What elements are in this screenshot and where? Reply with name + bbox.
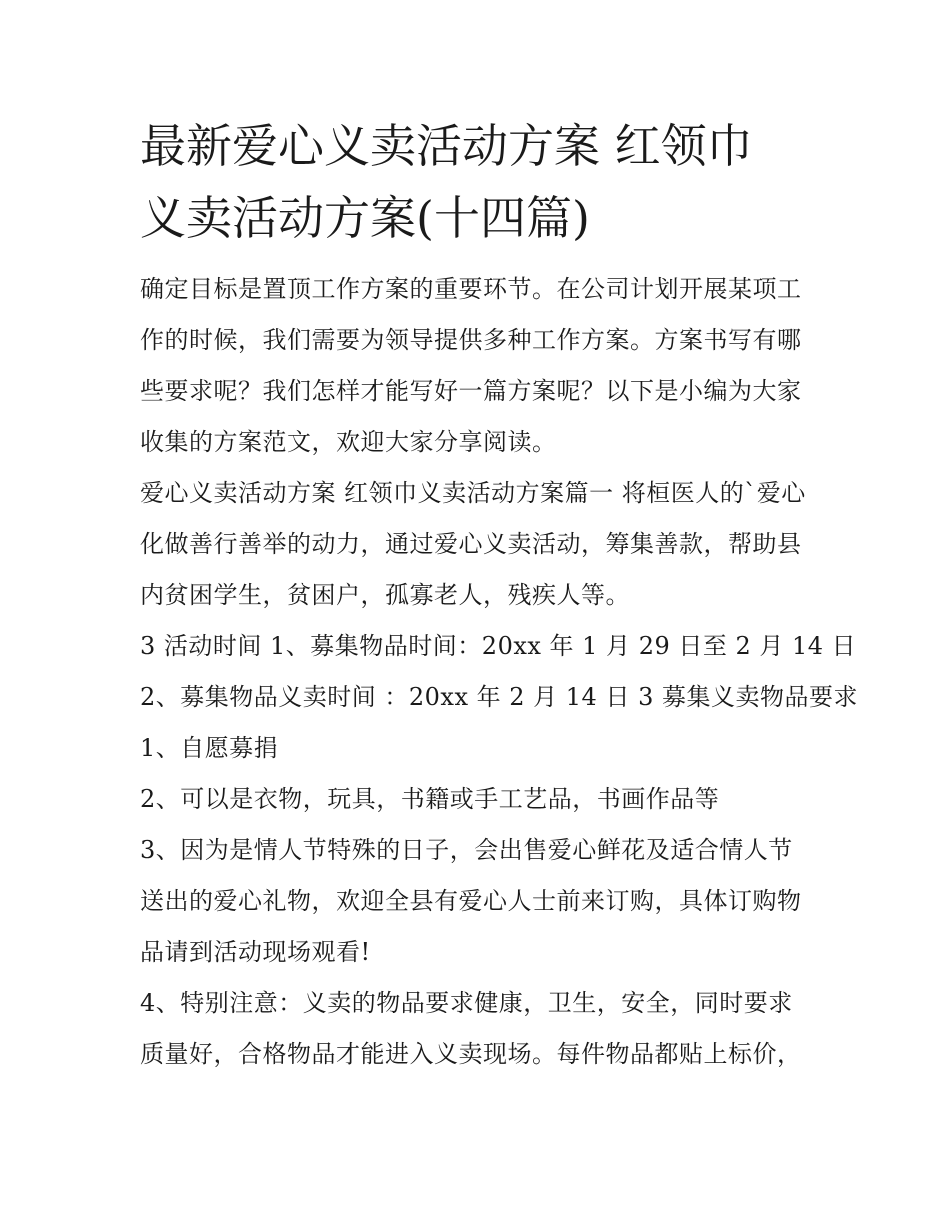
text-line: 爱心义卖活动方案 红领巾义卖活动方案篇一 将桓医人的`爱心	[140, 479, 806, 507]
text-line: 1、自愿募捐	[140, 734, 279, 762]
text-line: 内贫困学生，贫困户，孤寡老人，残疾人等。	[140, 581, 630, 609]
list-item	[140, 825, 820, 978]
text-line: 化做善行善举的动力，通过爱心义卖活动，筹集善款，帮助县	[140, 530, 802, 558]
activity-time-paragraph	[140, 621, 857, 672]
list-item	[140, 978, 820, 1080]
text-line: 些要求呢？我们怎样才能写好一篇方案呢？以下是小编为大家	[140, 377, 802, 405]
text-line: 品请到活动现场观看!	[140, 938, 371, 966]
sale-time-paragraph	[140, 672, 858, 723]
text-line: 3、因为是情人节特殊的日子，会出售爱心鲜花及适合情人节	[140, 836, 793, 864]
text-line: 2、可以是衣物，玩具，书籍或手工艺品，书画作品等	[140, 785, 720, 813]
list-item	[140, 723, 820, 774]
text-line: 收集的方案范文，欢迎大家分享阅读。	[140, 428, 557, 456]
text-line: 2、募集物品义卖时间 ：20xx 年 2 月 14 日 3 募集义卖物品要求	[140, 683, 858, 711]
section-paragraph	[140, 468, 820, 621]
text-line: 质量好，合格物品才能进入义卖现场。每件物品都贴上标价，	[140, 1040, 802, 1068]
list-item	[140, 774, 820, 825]
text-line: 确定目标是置顶工作方案的重要环节。在公司计划开展某项工	[140, 275, 802, 303]
title-line: 最新爱心义卖活动方案 红领巾	[140, 119, 753, 173]
title-line: 义卖活动方案(十四篇)	[140, 191, 590, 245]
document-page	[140, 110, 858, 1080]
text-line: 3 活动时间 1、募集物品时间：20xx 年 1 月 29 日至 2 月 14 日	[140, 632, 857, 660]
intro-paragraph	[140, 264, 820, 468]
text-line: 送出的爱心礼物，欢迎全县有爱心人士前来订购，具体订购物	[140, 887, 802, 915]
text-line: 4、特别注意：义卖的物品要求健康，卫生，安全，同时要求	[140, 989, 793, 1017]
text-line: 作的时候，我们需要为领导提供多种工作方案。方案书写有哪	[140, 326, 802, 354]
document-title	[140, 110, 820, 254]
